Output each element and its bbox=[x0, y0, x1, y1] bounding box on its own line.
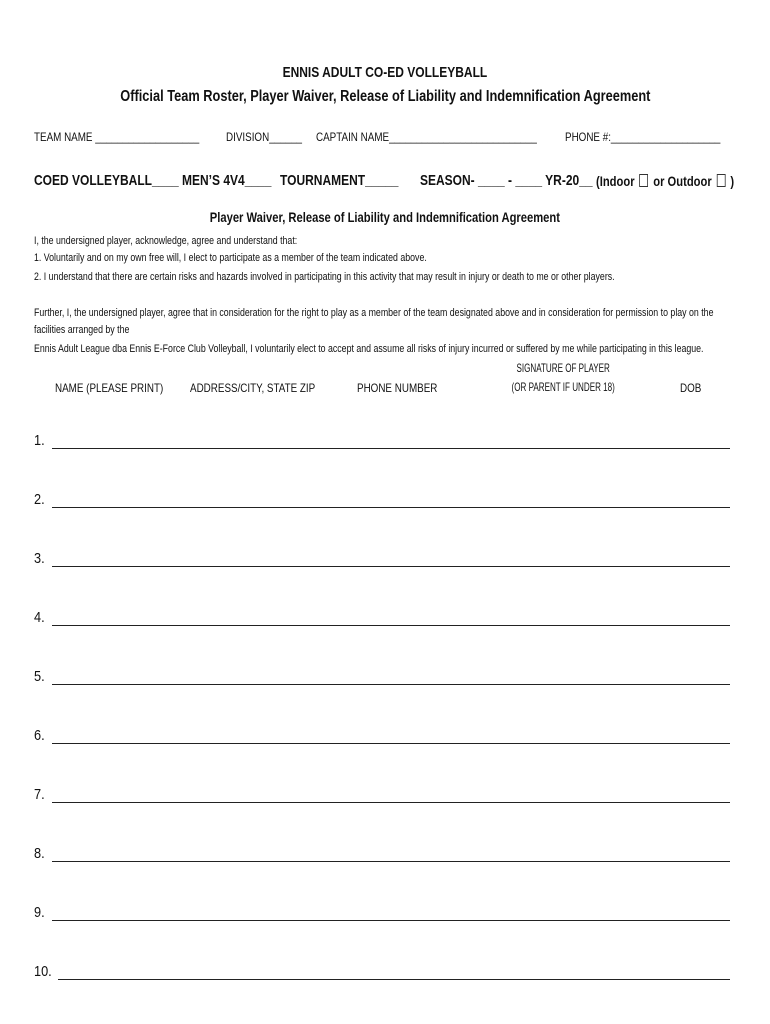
roster-line-3[interactable] bbox=[34, 550, 52, 570]
indoor-label: (Indoor bbox=[596, 173, 635, 189]
captain-name-field[interactable]: CAPTAIN NAME___________________________ bbox=[316, 130, 537, 144]
roster-line-number: 2. bbox=[34, 491, 45, 508]
roster-line-blank[interactable] bbox=[58, 979, 730, 980]
waiver-further-2: facilities arranged by the bbox=[34, 324, 130, 336]
form-title: ENNIS ADULT CO-ED VOLLEYBALL bbox=[282, 64, 488, 81]
column-name: NAME (PLEASE PRINT) bbox=[55, 381, 164, 395]
outdoor-label: or Outdoor bbox=[653, 173, 712, 189]
roster-line-blank[interactable] bbox=[52, 566, 730, 567]
roster-line-blank[interactable] bbox=[52, 625, 730, 626]
roster-line-number: 5. bbox=[34, 668, 45, 685]
roster-line-blank[interactable] bbox=[52, 743, 730, 744]
roster-line-1[interactable] bbox=[34, 432, 52, 452]
roster-line-blank[interactable] bbox=[52, 684, 730, 685]
roster-line-blank[interactable] bbox=[52, 920, 730, 921]
signature-line-2: (OR PARENT IF UNDER 18) bbox=[511, 380, 615, 394]
roster-line-number: 3. bbox=[34, 550, 45, 567]
column-signature bbox=[509, 361, 640, 394]
coed-volleyball-field[interactable]: COED VOLLEYBALL____ bbox=[34, 172, 179, 189]
close-paren: ) bbox=[730, 173, 735, 189]
roster-line-9[interactable] bbox=[34, 904, 52, 924]
roster-line-blank[interactable] bbox=[52, 802, 730, 803]
signature-line-1: SIGNATURE OF PLAYER bbox=[516, 361, 610, 375]
roster-line-number: 9. bbox=[34, 904, 45, 921]
season-field[interactable]: SEASON- ____ - ____ YR-20__ bbox=[420, 172, 593, 189]
mens-4v4-field[interactable]: MEN’S 4V4____ bbox=[182, 172, 272, 189]
roster-line-4[interactable] bbox=[34, 609, 52, 629]
roster-line-number: 8. bbox=[34, 845, 45, 862]
waiver-further-3: Ennis Adult League dba Ennis E-Force Club Volleyball, I voluntarily elect to accept and assume all risks of injury incurred or suffered by me while participating in this league. bbox=[34, 343, 704, 355]
roster-line-7[interactable] bbox=[34, 786, 52, 806]
roster-line-number: 10. bbox=[34, 963, 52, 980]
division-field[interactable]: DIVISION______ bbox=[226, 130, 303, 144]
roster-line-blank[interactable] bbox=[52, 507, 730, 508]
waiver-heading: Player Waiver, Release of Liability and Indemnification Agreement bbox=[209, 209, 561, 225]
team-name-field[interactable]: TEAM NAME ___________________ bbox=[34, 130, 200, 144]
tournament-field[interactable]: TOURNAMENT_____ bbox=[280, 172, 399, 189]
roster-line-8[interactable] bbox=[34, 845, 52, 865]
column-address: ADDRESS/CITY, STATE ZIP bbox=[190, 381, 316, 395]
roster-line-10[interactable] bbox=[34, 963, 52, 983]
roster-line-number: 1. bbox=[34, 432, 45, 449]
roster-line-blank[interactable] bbox=[52, 448, 730, 449]
indoor-outdoor-selector bbox=[596, 173, 734, 190]
roster-line-5[interactable] bbox=[34, 668, 52, 688]
waiver-further-1: Further, I, the undersigned player, agree that in consideration for the right to play as a member of the team designated above and in consideration for permission to play on the bbox=[34, 307, 714, 319]
form-subtitle: Official Team Roster, Player Waiver, Release of Liability and Indemnification Agreement bbox=[119, 88, 651, 105]
roster-line-6[interactable] bbox=[34, 727, 52, 747]
roster-line-number: 4. bbox=[34, 609, 45, 626]
roster-line-blank[interactable] bbox=[52, 861, 730, 862]
roster-line-number: 7. bbox=[34, 786, 45, 803]
roster-line-number: 6. bbox=[34, 727, 45, 744]
column-phone: PHONE NUMBER bbox=[357, 381, 438, 395]
waiver-point-2: 2. I understand that there are certain risks and hazards involved in participating in this activity that may result in injury or death to me or other players. bbox=[34, 271, 615, 283]
column-dob: DOB bbox=[680, 381, 702, 395]
indoor-checkbox[interactable] bbox=[640, 174, 649, 187]
waiver-point-1: 1. Voluntarily and on my own free will, I elect to participate as a member of the team indicated above. bbox=[34, 252, 427, 264]
roster-line-2[interactable] bbox=[34, 491, 52, 511]
waiver-intro: I, the undersigned player, acknowledge, agree and understand that: bbox=[34, 235, 298, 247]
phone-field[interactable]: PHONE #:____________________ bbox=[565, 130, 721, 144]
outdoor-checkbox[interactable] bbox=[717, 174, 726, 187]
